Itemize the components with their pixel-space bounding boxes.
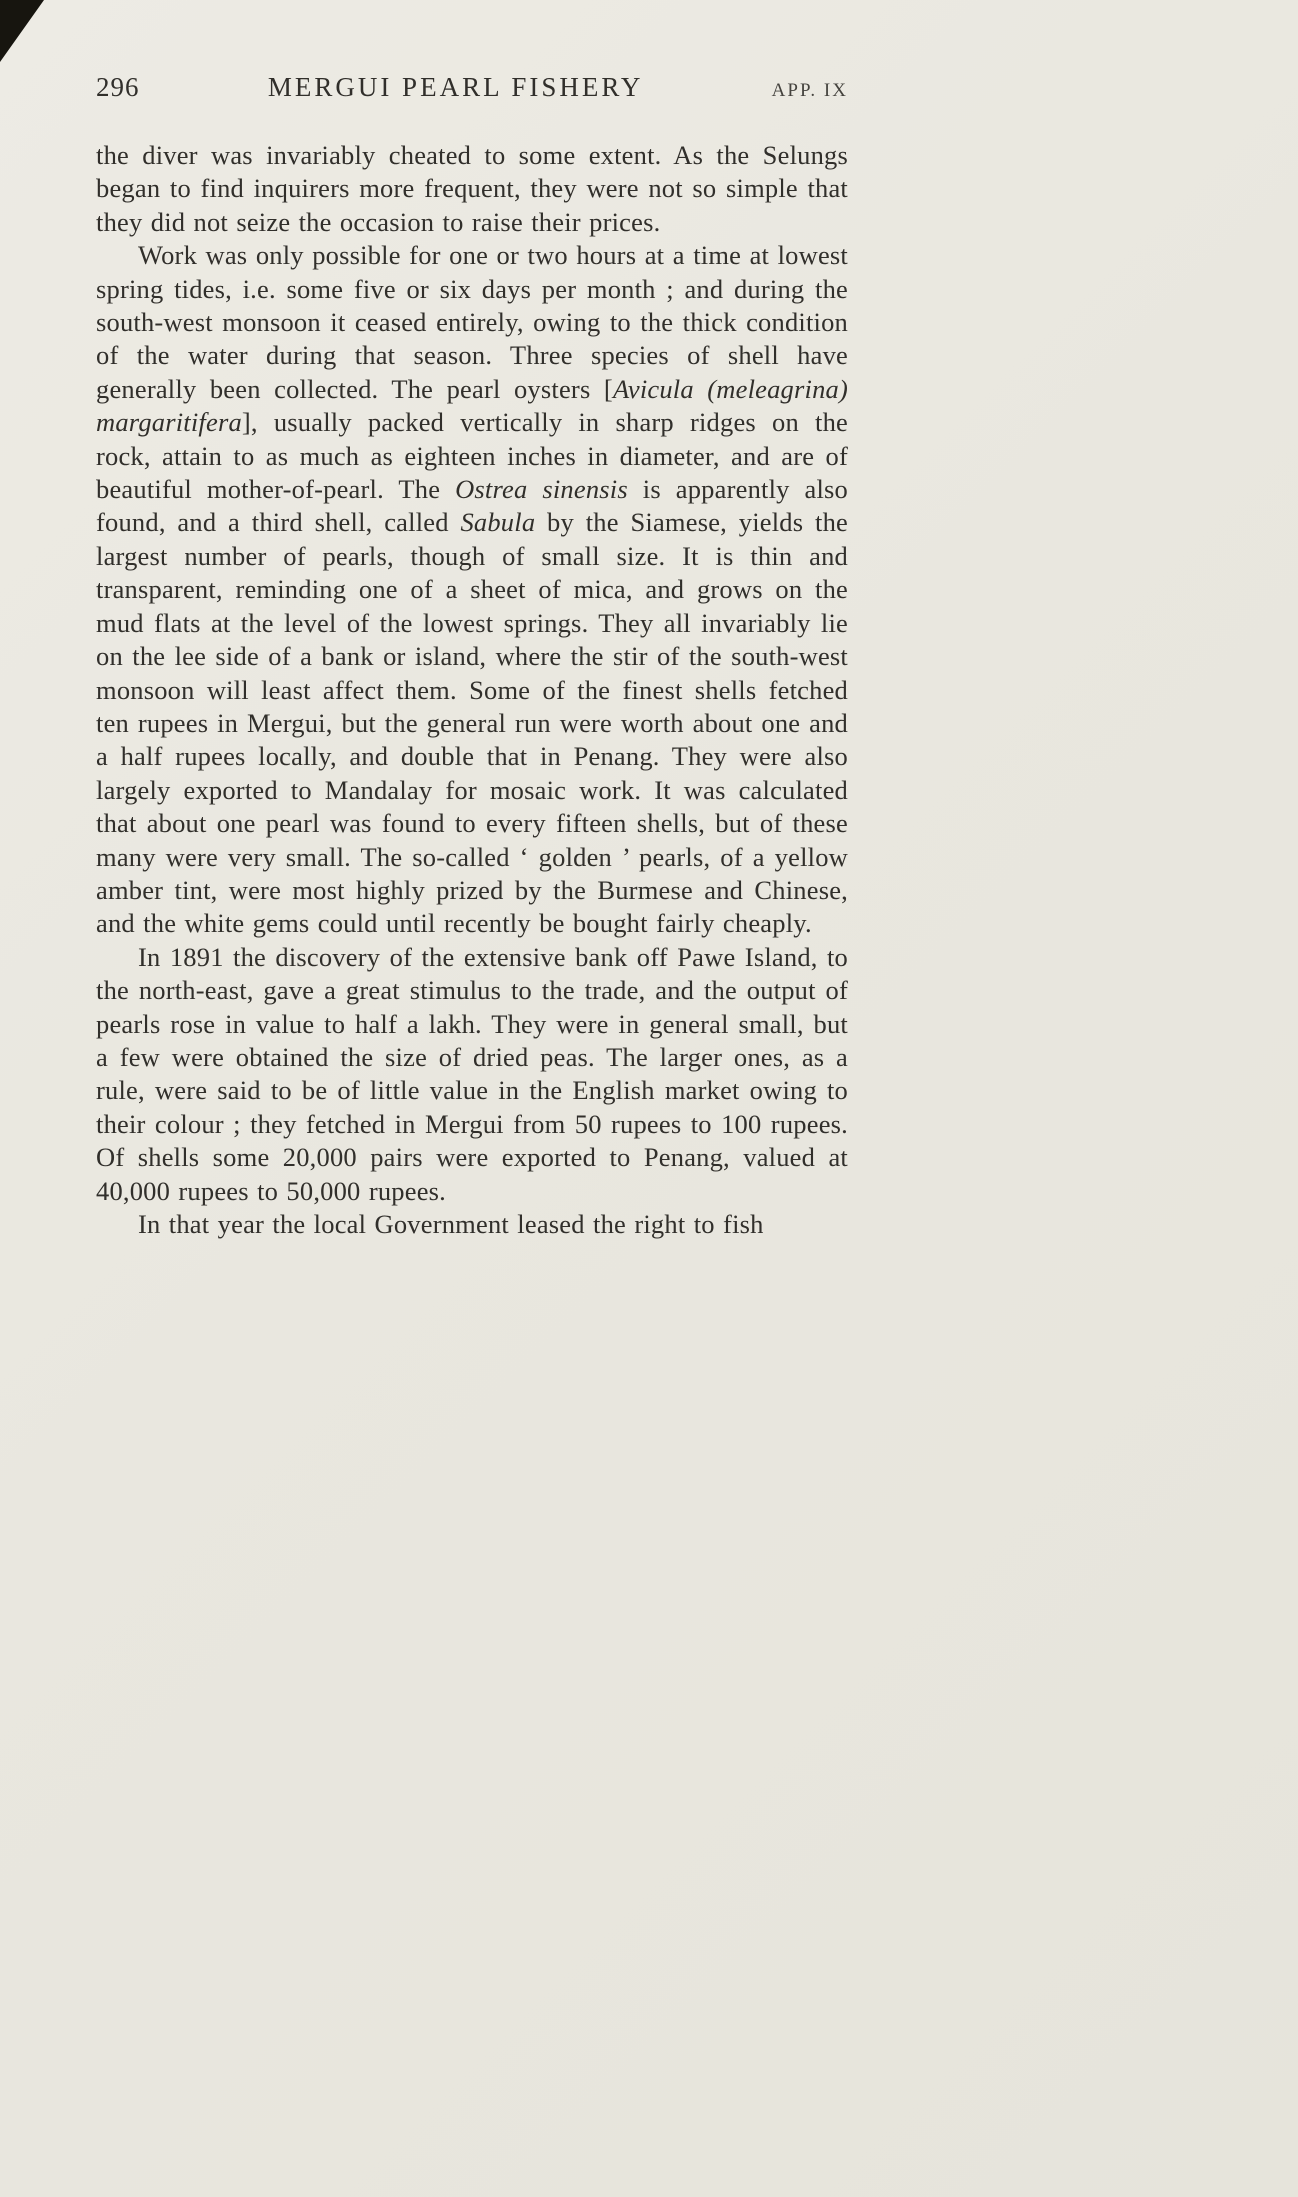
page-text [96, 139, 848, 1241]
running-title: MERGUI PEARL FISHERY [267, 72, 644, 102]
paragraph [96, 1208, 848, 1241]
appendix-label: APP. IX [771, 80, 848, 101]
text-run: In 1891 the discovery of the extensive bank off Pawe Island, to the north-east, gave a great stimulus to the trade, and the output of pearls rose in value to half a lakh. They were in general small, but a few were obtained the size of dried peas. The larger ones, as a rule, were said to be of little value in the English market owing to their colour ; they fetched in Mergui from 50 rupees to 100 rupees. Of shells some 20,000 pairs were exported to Penang, valued at 40,000 rupees to 50,000 rupees. [96, 941, 848, 1206]
text-run: ], usually packed vertically in sharp ridges on the rock, attain to as much as eighteen inches in diameter, and are of beautiful mother-of-pearl. The [96, 407, 848, 505]
text-run: by the Siamese, yields the largest number of pearls, though of small size. It is thin and transparent, reminding one of a sheet of mica, and grows on the mud flats at the level of the lowest springs. They all invariably lie on the lee side of a bank or island, where the stir of the south-west monsoon will least affect them. Some of the finest shells fetched ten rupees in Mergui, but the general run were worth about one and a half rupees locally, and double that in Penang. They were also largely exported to Mandalay for mosaic work. It was calculated that about one pearl was found to every fifteen shells, but of these many were very small. The so-called ‘ golden ’ pearls, of a yellow amber tint, were most highly prized by the Burmese and Chinese, and the white gems could until recently be bought fairly cheaply. [96, 507, 848, 939]
paragraph [96, 941, 848, 1208]
text-run: the diver was invariably cheated to some extent. As the Selungs began to find inquirers more frequent, they were not so simple that they did not seize the occasion to raise their prices. [96, 140, 848, 237]
page-header [96, 72, 848, 103]
paragraph [96, 239, 848, 941]
text-run: is apparently also found, and a third shell, called [96, 474, 848, 538]
text-column [96, 72, 848, 1241]
italic-text-run: Ostrea sinensis [455, 474, 628, 505]
italic-text-run: Avicula (meleagrina) margaritifera [96, 373, 849, 438]
text-run: Work was only possible for one or two hours at a time at lowest spring tides, i.e. some five or six days per month ; and during the south-west monsoon it ceased entirely, owing to the thick condition of the water during that season. Three species of shell have generally been collected. The pearl oysters [ [96, 240, 848, 404]
scan-corner-artifact [0, 0, 44, 62]
page-number: 296 [96, 72, 140, 102]
paragraph [96, 139, 848, 239]
italic-text-run: Sabula [460, 507, 536, 538]
text-run: In that year the local Government leased the right to fish [138, 1209, 764, 1239]
